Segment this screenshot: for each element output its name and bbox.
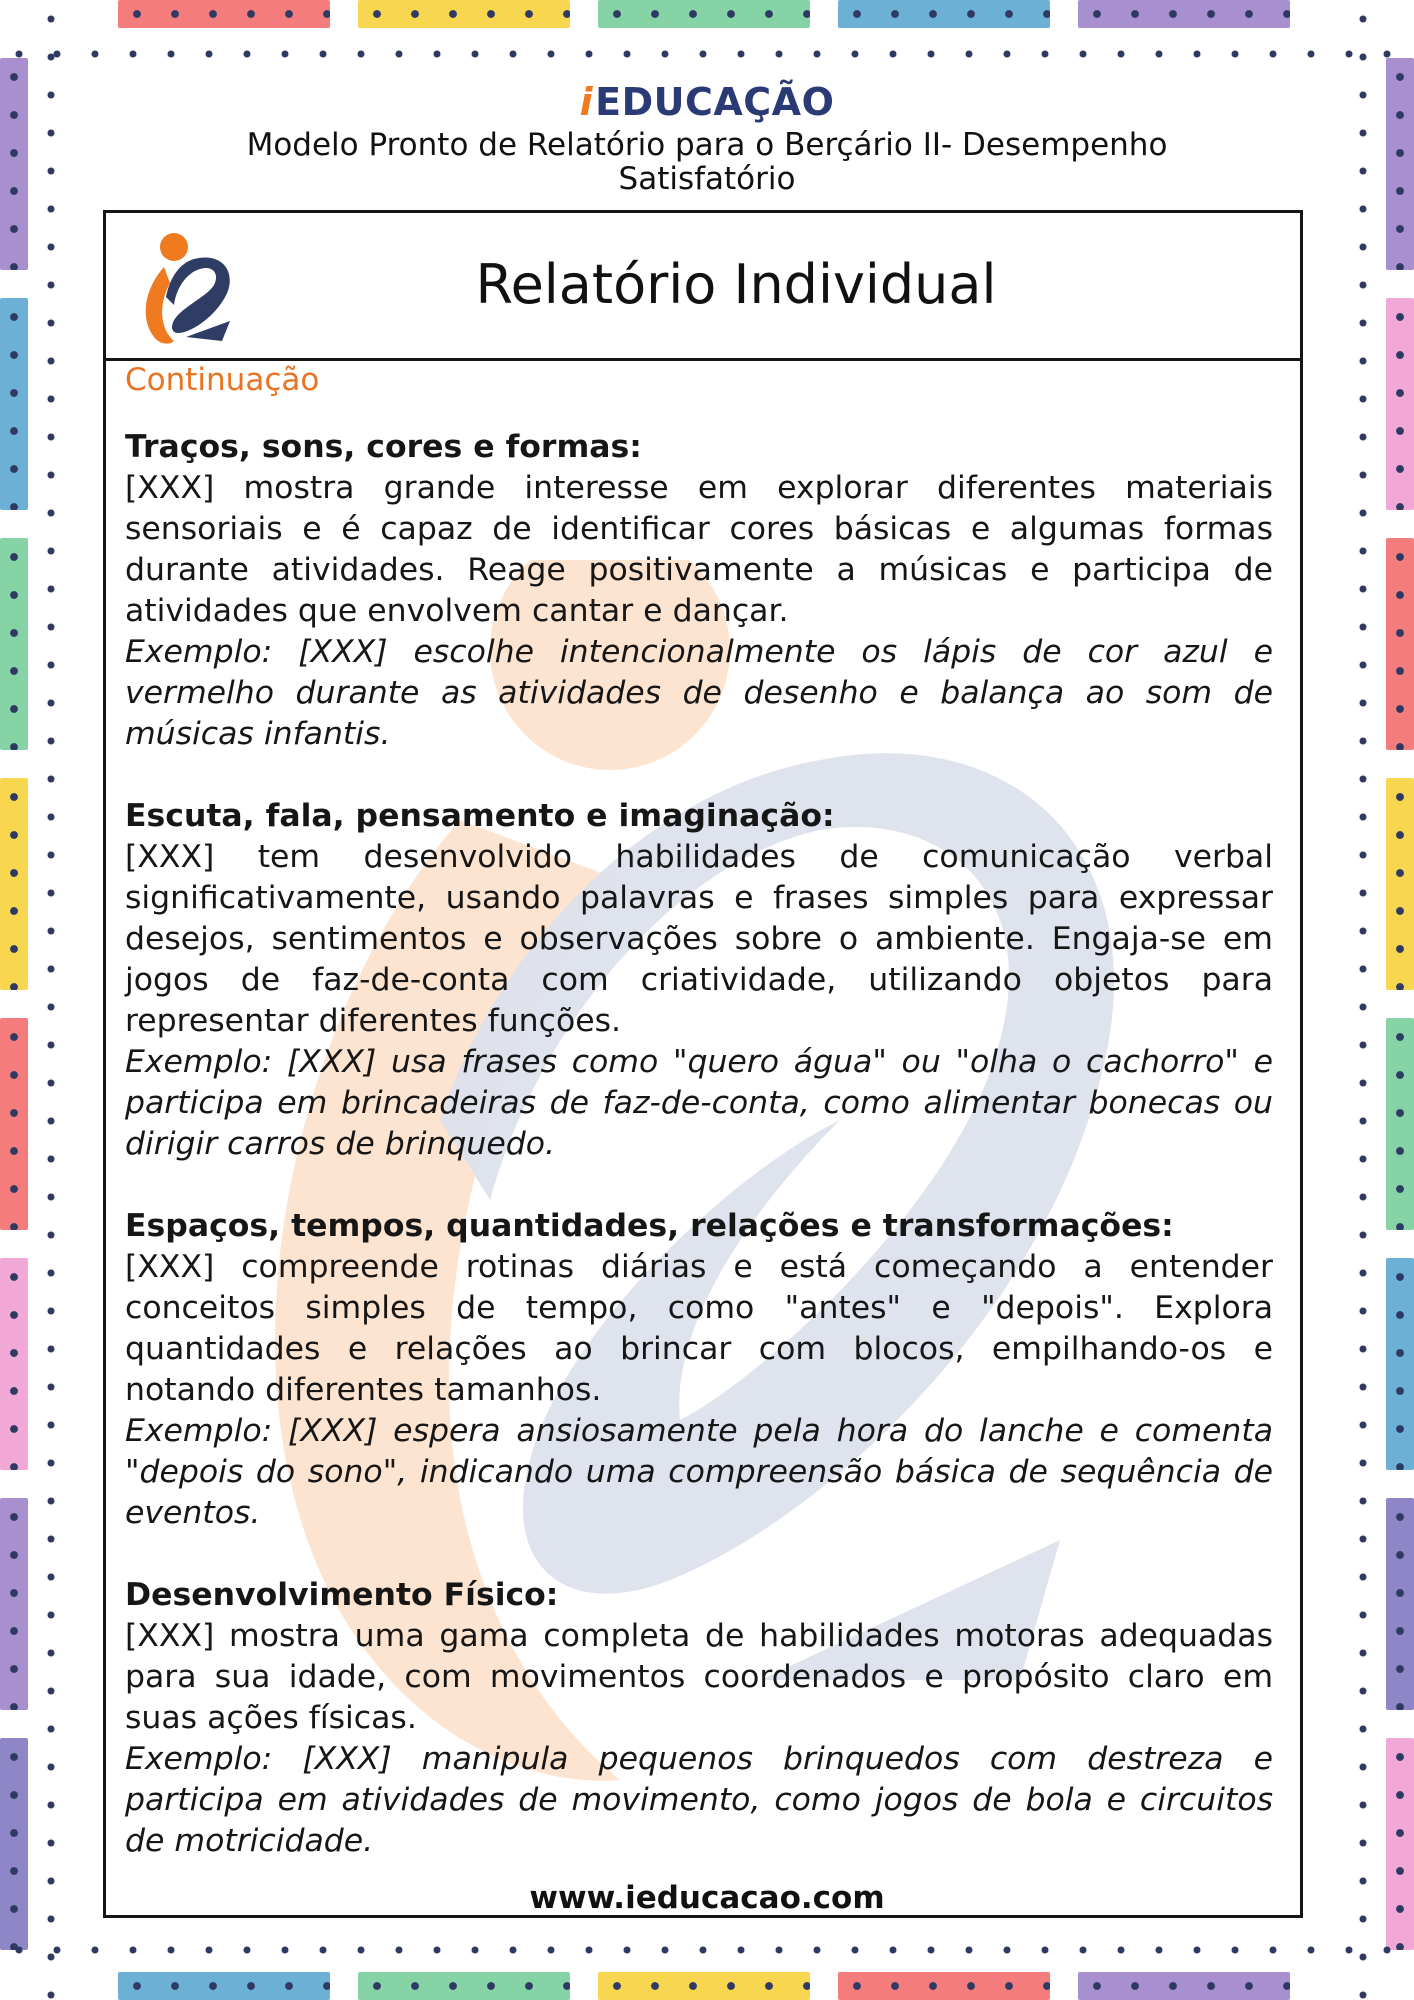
- border-strip-red: [0, 1018, 28, 1230]
- border-strip-yellow: [1386, 778, 1414, 990]
- border-strip-yellow: [358, 0, 570, 28]
- border-strip-blue: [118, 1972, 330, 2000]
- section-body: [XXX] tem desenvolvido habilidades de comunicação verbal significativamente, usando palavras e frases simples para expressar desejos, sentimentos e observações sobre o ambiente. Engaja-se em jogos de faz-de-conta com criatividade, utilizando objetos para representar diferentes funções.: [125, 839, 1273, 1039]
- border-strip-yellow: [598, 1972, 810, 2000]
- border-strip-green: [1386, 1018, 1414, 1230]
- section-tracos-sons-cores-formas: [125, 427, 1273, 755]
- border-strip-red: [838, 1972, 1050, 2000]
- border-strip-pink: [1386, 298, 1414, 510]
- section-espacos-tempos-quantidades: [125, 1206, 1273, 1534]
- border-strip-blue: [0, 298, 28, 510]
- border-strip-pink: [1386, 1738, 1414, 1950]
- border-strip-green: [358, 1972, 570, 2000]
- section-escuta-fala-pensamento: [125, 796, 1273, 1165]
- section-heading: Espaços, tempos, quantidades, relações e transformações:: [125, 1208, 1174, 1244]
- section-example: Exemplo: [XXX] escolhe intencionalmente os lápis de cor azul e vermelho durante as atividades de desenho e balança ao som de músicas infantis.: [125, 634, 1273, 752]
- dot-row-bottom: [0, 1943, 1414, 1957]
- border-strip-pink: [0, 1258, 28, 1470]
- section-heading: Escuta, fala, pensamento e imaginação:: [125, 798, 835, 834]
- section-body: [XXX] mostra grande interesse em explorar diferentes materiais sensoriais e é capaz de identificar cores básicas e algumas formas durante atividades. Reage positivamente a músicas e participa de atividades que envolvem cantar e dançar.: [125, 470, 1273, 629]
- section-example: Exemplo: [XXX] usa frases como "quero água" ou "olha o cachorro" e participa em brincadeiras de faz-de-conta, como alimentar bonecas ou dirigir carros de brinquedo.: [125, 1044, 1273, 1162]
- report-title: Relatório Individual: [475, 253, 997, 316]
- border-strip-red: [1386, 538, 1414, 750]
- section-body: [XXX] mostra uma gama completa de habilidades motoras adequadas para sua idade, com movimentos coordenados e propósito claro em suas ações físicas.: [125, 1618, 1273, 1736]
- report-content: [125, 360, 1273, 1862]
- continuation-label: Continuação: [125, 362, 320, 398]
- border-strip-red: [118, 0, 330, 28]
- section-example: Exemplo: [XXX] espera ansiosamente pela hora do lanche e comenta "depois do sono", indicando uma compreensão básica de sequência de eventos.: [125, 1413, 1273, 1531]
- border-strip-purple: [1386, 1498, 1414, 1710]
- border-strip-yellow: [0, 778, 28, 990]
- border-strip-blue: [838, 0, 1050, 28]
- report-header: [106, 213, 1300, 361]
- border-strip-purple: [1078, 1972, 1290, 2000]
- brand-mark: i: [579, 80, 594, 124]
- dot-row-top: [0, 47, 1414, 61]
- brand-name: EDUCAÇÃO: [595, 80, 835, 124]
- border-strip-green: [598, 0, 810, 28]
- section-heading: Traços, sons, cores e formas:: [125, 429, 642, 465]
- section-heading: Desenvolvimento Físico:: [125, 1577, 559, 1613]
- dot-column-left: [44, 0, 58, 2000]
- border-strip-blue: [1386, 1258, 1414, 1470]
- section-example: Exemplo: [XXX] manipula pequenos brinquedos com destreza e participa em atividades de movimento, como jogos de bola e circuitos de motricidade.: [125, 1741, 1273, 1859]
- document-subtitle: Modelo Pronto de Relatório para o Berçário II- Desempenho Satisfatório: [246, 127, 1168, 197]
- border-strip-purple: [0, 1738, 28, 1950]
- border-strip-green: [0, 538, 28, 750]
- section-body: [XXX] compreende rotinas diárias e está começando a entender conceitos simples de tempo, como "antes" e "depois". Explora quantidades e relações ao brincar com blocos, empilhando-os e notando diferentes tamanhos.: [125, 1249, 1273, 1408]
- border-strip-purple: [1078, 0, 1290, 28]
- border-strip-purple: [0, 1498, 28, 1710]
- footer-website-url: www.ieducacao.com: [529, 1880, 885, 1916]
- brand-logo: [0, 80, 1414, 124]
- section-desenvolvimento-fisico: [125, 1575, 1273, 1862]
